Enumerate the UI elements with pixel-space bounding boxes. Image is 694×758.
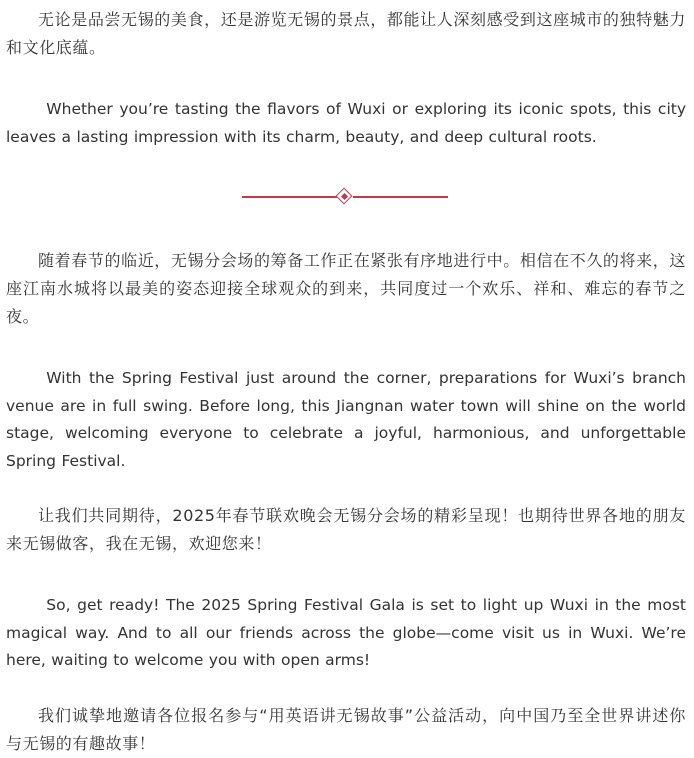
paragraph-cn-preparations: 随着春节的临近，无锡分会场的筹备工作正在紧张有序地进行中。相信在不久的将来，这座江南水城将以最美的姿态迎接全球观众的到来，共同度过一个欢乐、祥和、难忘的春节之夜。: [6, 251, 686, 326]
paragraph-gap: [6, 331, 686, 365]
paragraph-cn-food-scenery: 无论是品尝无锡的美食，还是游览无锡的景点，都能让人深刻感受到这座城市的独特魅力和文化底蕴。: [6, 10, 686, 57]
paragraph-gap: [6, 558, 686, 592]
paragraph-cn-invitation: 我们诚挚地邀请各位报名参与“用英语讲无锡故事”公益活动，向中国乃至全世界讲述你与无锡的有趣故事！: [6, 705, 686, 753]
paragraph-cn-gala: 让我们共同期待，2025年春节联欢晚会无锡分会场的精彩呈现！也期待世界各地的朋友来无锡做客，我在无锡，欢迎您来！: [6, 506, 686, 553]
paragraph-en-preparations: With the Spring Festival just around the corner, preparations for Wuxi’s branch venue are in full swing. Before long, this Jiangnan water town will shine on the world stage, welcoming everyone to celebrate a joyful, harmonious, and unforgettable Spring Festival.: [6, 369, 686, 470]
divider-line-left: [242, 196, 337, 198]
divider-line-right: [353, 196, 448, 198]
article-body: [6, 0, 686, 758]
paragraph-gap: [6, 475, 686, 502]
paragraph-gap: [6, 675, 686, 702]
paragraph-gap: [6, 62, 686, 96]
section-divider: [242, 190, 448, 204]
paragraph-en-gala: So, get ready! The 2025 Spring Festival Gala is set to light up Wuxi in the most magical way. And to all our friends across the globe—come visit us in Wuxi. We’re here, waiting to welcome you with open arms!: [6, 596, 686, 669]
paragraph-en-food-scenery: Whether you’re tasting the flavors of Wuxi or exploring its iconic spots, this city leaves a lasting impression with its charm, beauty, and deep cultural roots.: [6, 100, 686, 146]
